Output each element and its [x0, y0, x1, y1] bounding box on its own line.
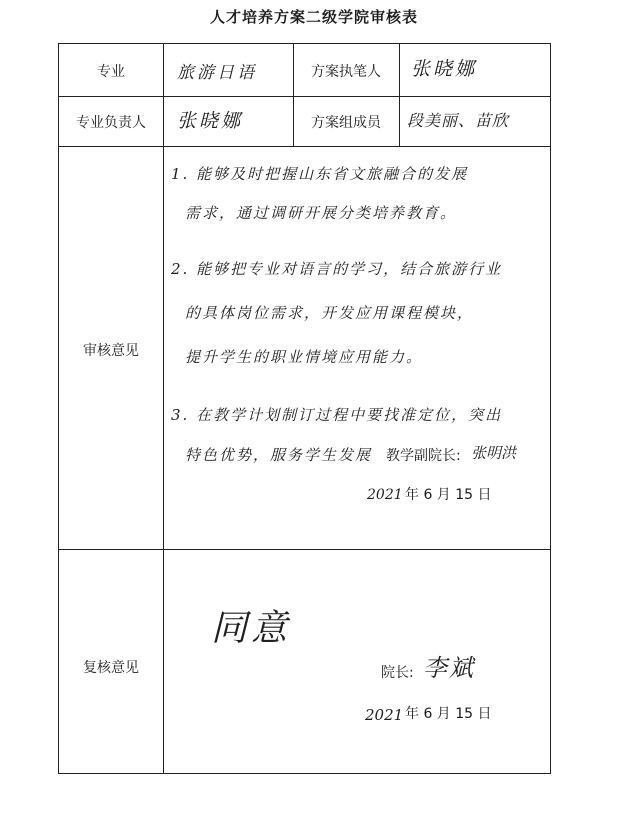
column-divider [399, 44, 400, 146]
review-line: 3. 在教学计划制订过程中要找准定位，突出 [171, 406, 503, 424]
vice-dean-signature: 张明洪 [471, 444, 517, 462]
recheck-date: 年 6 月 15 日 [405, 706, 492, 722]
review-line: 需求，通过调研开展分类培养教育。 [185, 204, 458, 222]
vice-dean-label: 教学副院长: [386, 448, 461, 464]
dean-signature: 李斌 [423, 654, 475, 682]
row-divider [59, 549, 550, 550]
review-line: 1. 能够及时把握山东省文旅融合的发展 [171, 165, 469, 183]
major-label: 专业 [97, 64, 125, 80]
review-line: 特色优势，服务学生发展 [185, 446, 373, 464]
recheck-opinion-label: 复核意见 [83, 660, 139, 676]
review-line: 提升学生的职业情境应用能力。 [185, 348, 424, 366]
writer-value: 张晓娜 [411, 58, 478, 80]
writer-label: 方案执笔人 [311, 64, 381, 80]
major-head-value: 张晓娜 [177, 110, 244, 132]
row-divider [59, 96, 550, 97]
members-label: 方案组成员 [311, 115, 381, 131]
row-divider [59, 146, 550, 147]
review-date: 年 6 月 15 日 [405, 487, 492, 503]
dean-label: 院长: [381, 665, 414, 681]
review-line: 2. 能够把专业对语言的学习，结合旅游行业 [171, 260, 503, 278]
review-date-year: 2021 [367, 487, 403, 503]
column-divider [163, 44, 164, 773]
recheck-opinion: 同意 [211, 608, 292, 649]
recheck-date-year: 2021 [365, 706, 404, 724]
major-head-label: 专业负责人 [76, 115, 146, 131]
major-value: 旅游日语 [177, 63, 257, 83]
document-title: 人才培养方案二级学院审核表 [209, 8, 418, 26]
review-opinion-label: 审核意见 [83, 343, 139, 359]
review-form-table [58, 43, 551, 774]
review-line: 的具体岗位需求，开发应用课程模块， [185, 304, 475, 322]
members-value: 段美丽、苗欣 [407, 111, 510, 130]
